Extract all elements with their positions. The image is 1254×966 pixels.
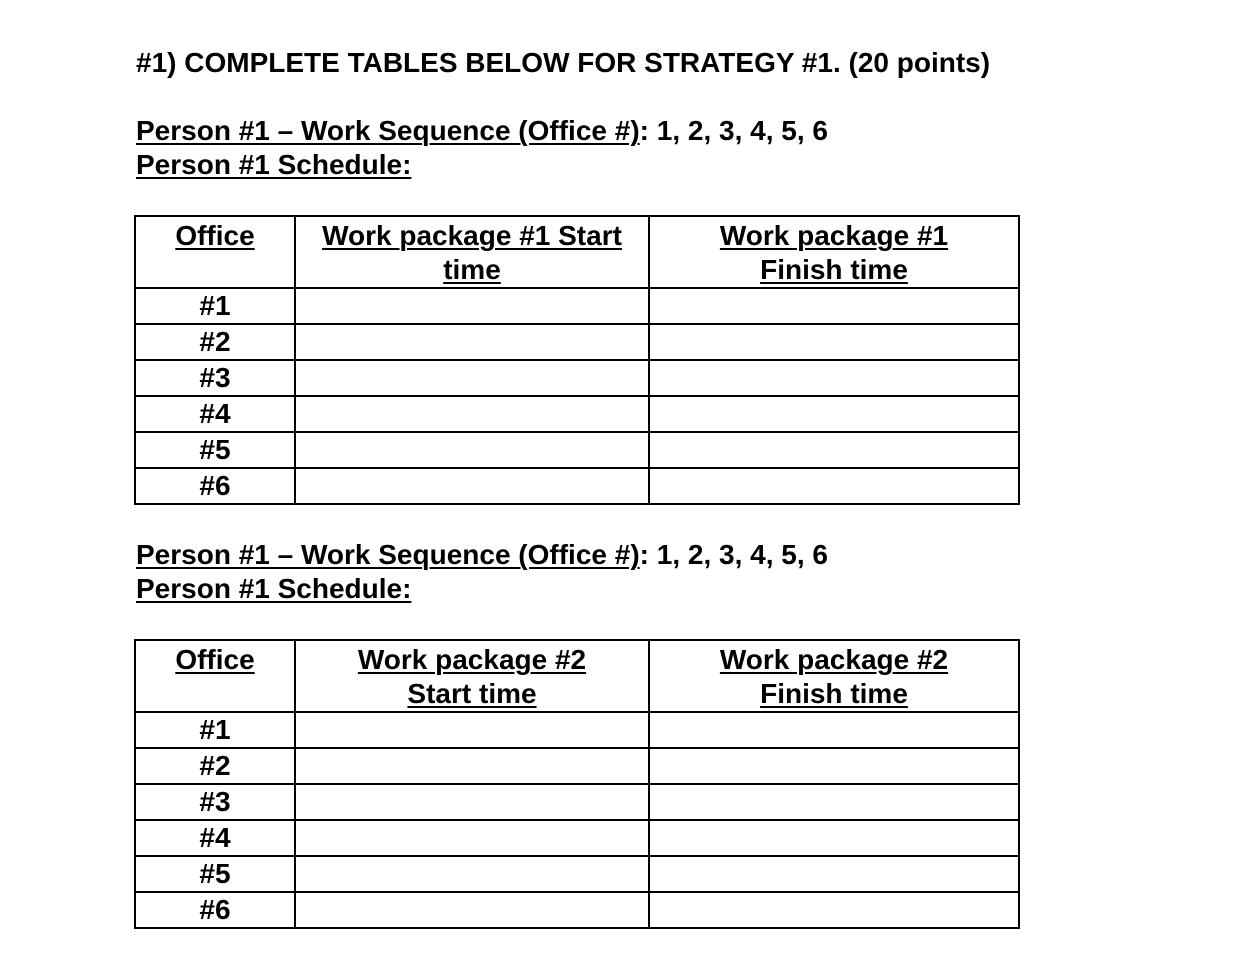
start-time-cell[interactable] <box>295 820 649 856</box>
start-time-cell[interactable] <box>295 712 649 748</box>
start-time-cell[interactable] <box>295 748 649 784</box>
office-cell: #4 <box>135 396 295 432</box>
schedule-label: Person #1 Schedule: <box>136 573 412 604</box>
work-sequence-line <box>136 114 828 148</box>
finish-time-cell[interactable] <box>649 892 1019 928</box>
finish-time-cell[interactable] <box>649 784 1019 820</box>
schedule-table-2 <box>134 639 1020 929</box>
header-office: Office <box>135 216 295 288</box>
finish-time-cell[interactable] <box>649 820 1019 856</box>
start-time-cell[interactable] <box>295 468 649 504</box>
header-finish-time: Work package #1 Finish time <box>649 216 1019 288</box>
table-row <box>135 396 1019 432</box>
office-cell: #2 <box>135 748 295 784</box>
office-cell: #4 <box>135 820 295 856</box>
section-2-intro <box>136 538 828 606</box>
start-time-cell[interactable] <box>295 288 649 324</box>
header-start-time: Work package #2 Start time <box>295 640 649 712</box>
table-row <box>135 712 1019 748</box>
start-time-cell[interactable] <box>295 784 649 820</box>
finish-time-cell[interactable] <box>649 748 1019 784</box>
table-row <box>135 820 1019 856</box>
start-time-cell[interactable] <box>295 324 649 360</box>
table-row <box>135 892 1019 928</box>
finish-time-cell[interactable] <box>649 856 1019 892</box>
work-sequence-label: Person #1 – Work Sequence (Office #) <box>136 539 640 570</box>
work-sequence-value: : 1, 2, 3, 4, 5, 6 <box>639 539 829 570</box>
schedule-label: Person #1 Schedule: <box>136 149 412 180</box>
table-row <box>135 856 1019 892</box>
table-row <box>135 468 1019 504</box>
office-cell: #1 <box>135 712 295 748</box>
office-cell: #5 <box>135 856 295 892</box>
table-row <box>135 784 1019 820</box>
header-finish-time: Work package #2 Finish time <box>649 640 1019 712</box>
table-header-row <box>135 216 1019 288</box>
office-cell: #6 <box>135 892 295 928</box>
table-row <box>135 288 1019 324</box>
schedule-line <box>136 148 828 182</box>
start-time-cell[interactable] <box>295 856 649 892</box>
finish-time-cell[interactable] <box>649 712 1019 748</box>
finish-time-cell[interactable] <box>649 360 1019 396</box>
start-time-cell[interactable] <box>295 360 649 396</box>
finish-time-cell[interactable] <box>649 324 1019 360</box>
schedule-line <box>136 572 828 606</box>
finish-time-cell[interactable] <box>649 288 1019 324</box>
section-1-intro <box>136 114 828 182</box>
start-time-cell[interactable] <box>295 432 649 468</box>
finish-time-cell[interactable] <box>649 432 1019 468</box>
table-header-row <box>135 640 1019 712</box>
office-cell: #3 <box>135 784 295 820</box>
header-office: Office <box>135 640 295 712</box>
office-cell: #6 <box>135 468 295 504</box>
finish-time-cell[interactable] <box>649 396 1019 432</box>
assignment-heading: #1) COMPLETE TABLES BELOW FOR STRATEGY #1. (20 points) <box>136 47 991 78</box>
finish-time-cell[interactable] <box>649 468 1019 504</box>
office-cell: #5 <box>135 432 295 468</box>
header-start-time: Work package #1 Start time <box>295 216 649 288</box>
table-row <box>135 432 1019 468</box>
office-cell: #2 <box>135 324 295 360</box>
start-time-cell[interactable] <box>295 396 649 432</box>
table-row <box>135 748 1019 784</box>
office-cell: #3 <box>135 360 295 396</box>
work-sequence-line <box>136 538 828 572</box>
work-sequence-value: : 1, 2, 3, 4, 5, 6 <box>639 115 829 146</box>
start-time-cell[interactable] <box>295 892 649 928</box>
work-sequence-label: Person #1 – Work Sequence (Office #) <box>136 115 640 146</box>
table-row <box>135 324 1019 360</box>
schedule-table-1 <box>134 215 1020 505</box>
table-row <box>135 360 1019 396</box>
office-cell: #1 <box>135 288 295 324</box>
